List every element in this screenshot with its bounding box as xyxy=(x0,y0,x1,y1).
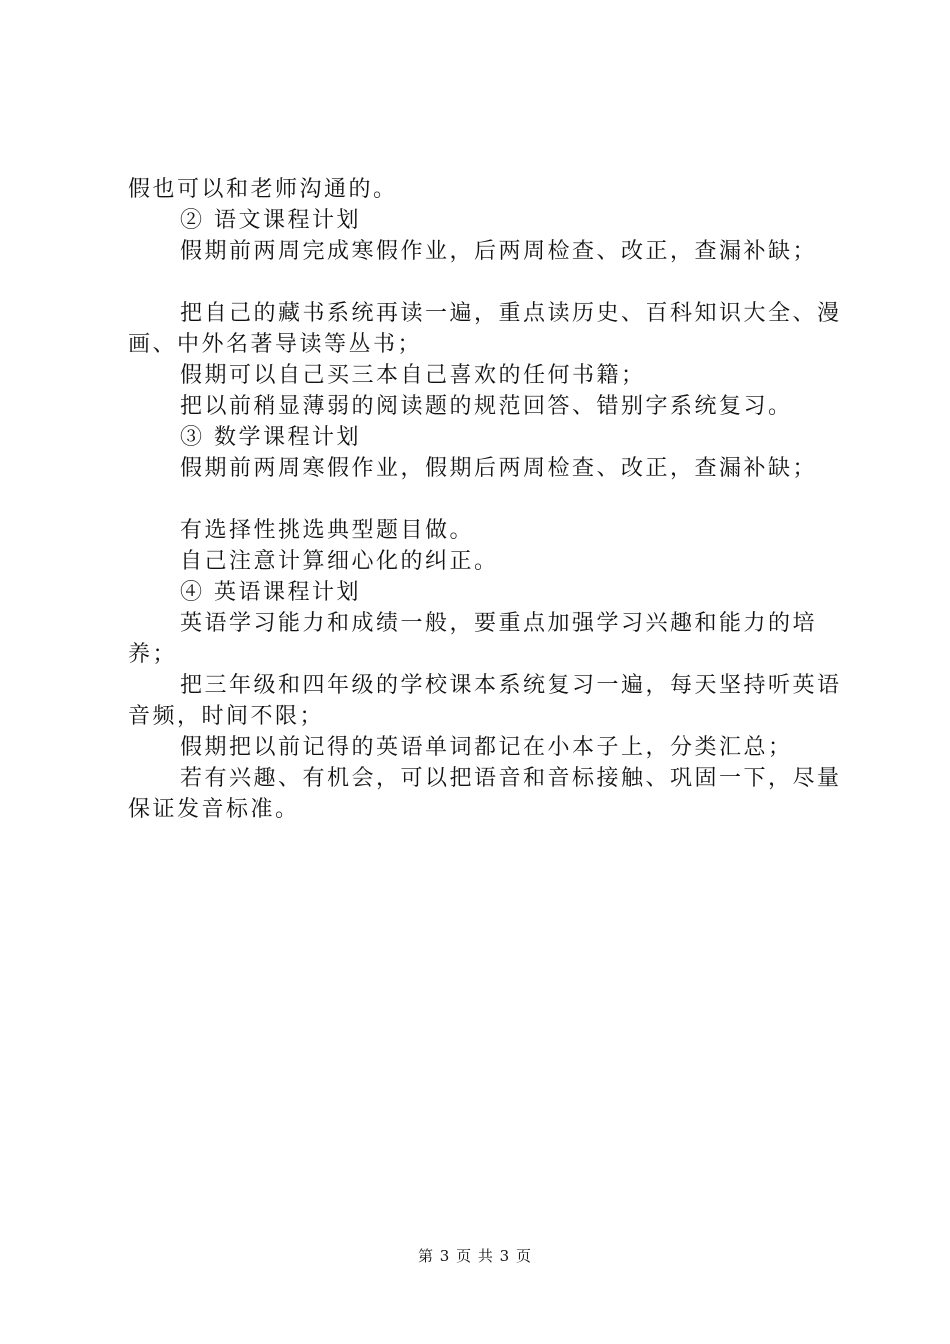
paragraph: 把以前稍显薄弱的阅读题的规范回答、错别字系统复习。 xyxy=(180,394,793,419)
section-heading-chinese: ② 语文课程计划 xyxy=(180,208,361,233)
paragraph: 假期把以前记得的英语单词都记在小本子上，分类汇总； xyxy=(180,735,793,760)
section-heading-english: ④ 英语课程计划 xyxy=(180,580,361,605)
paragraph: 把三年级和四年级的学校课本系统复习一遍，每天坚持听英语音频，时间不限； xyxy=(128,673,842,729)
paragraph: 假期可以自己买三本自己喜欢的任何书籍； xyxy=(180,363,646,388)
page-footer: 第 3 页 共 3 页 xyxy=(418,1247,532,1265)
paragraph: 假期前两周完成寒假作业，后两周检查、改正，查漏补缺； xyxy=(180,239,818,264)
paragraph: 假期前两周寒假作业，假期后两周检查、改正，查漏补缺； xyxy=(180,456,818,481)
paragraph: 有选择性挑选典型题目做。 xyxy=(180,518,475,543)
paragraph: 自己注意计算细心化的纠正。 xyxy=(180,549,499,574)
paragraph-gap xyxy=(128,267,844,298)
paragraph: 英语学习能力和成绩一般，要重点加强学习兴趣和能力的培养； xyxy=(128,611,818,667)
section-heading-math: ③ 数学课程计划 xyxy=(180,425,361,450)
document-body xyxy=(128,174,844,825)
paragraph: 若有兴趣、有机会，可以把语音和音标接触、巩固一下，尽量保证发音标准。 xyxy=(128,766,842,822)
paragraph: 把自己的藏书系统再读一遍，重点读历史、百科知识大全、漫画、中外名著导读等丛书； xyxy=(128,301,842,357)
paragraph-continuation: 假也可以和老师沟通的。 xyxy=(128,177,398,202)
paragraph-gap xyxy=(128,484,844,515)
